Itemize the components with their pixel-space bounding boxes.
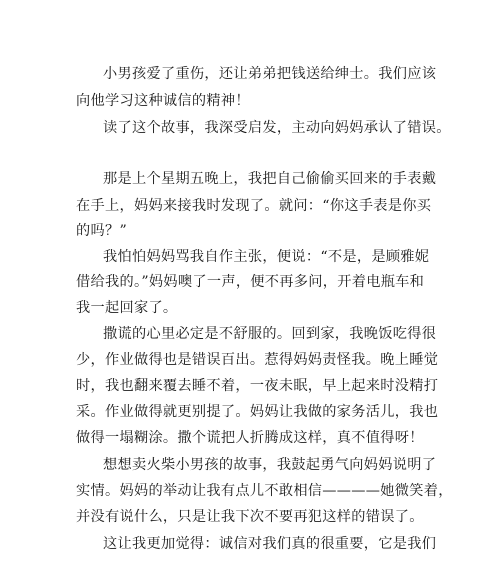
paragraph-line: 向他学习这种诚信的精神！	[76, 93, 250, 109]
paragraph-line: 小男孩爱了重伤，还让弟弟把钱送给绅士。我们应该	[103, 66, 437, 82]
paragraph-line: 少，作业做得也是错误百出。惹得妈妈责怪我。晚上睡觉	[76, 352, 439, 368]
paragraph-line: 在手上，妈妈来接我时发现了。就问：“你这手表是你买	[76, 198, 432, 214]
paragraph-line: 并没有说什么，只是让我下次不要再犯这样的错误了。	[76, 509, 424, 525]
paragraph-line: 做得一塌糊涂。撒个谎把人折腾成这样，真不值得呀！	[76, 430, 424, 446]
paragraph-line: 那是上个星期五晚上，我把自己偷偷买回来的手表戴	[103, 171, 437, 187]
paragraph-line: 读了这个故事，我深受启发，主动向妈妈承认了错误。	[103, 120, 451, 136]
paragraph-line: 的吗？”	[76, 223, 128, 239]
paragraph-line: 想想卖火柴小男孩的故事，我鼓起勇气向妈妈说明了	[103, 457, 437, 473]
paragraph-line: 实情。妈妈的举动让我有点儿不敢相信————她微笑着，	[76, 483, 453, 499]
paragraph-line: 我怕怕妈妈骂我自作主张，便说：“不是，是顾雅妮	[103, 249, 430, 265]
paragraph-line: 采。作业做得就更别提了。妈妈让我做的家务活儿，我也	[76, 404, 439, 420]
paragraph-line: 撒谎的心里必定是不舒服的。回到家，我晚饭吃得很	[103, 326, 437, 342]
paragraph-line: 借给我的。”妈妈噢了一声，便不再多问，开着电瓶车和	[76, 274, 425, 290]
paragraph-line: 时，我也翻来覆去睡不着，一夜未眠，早上起来时没精打	[76, 378, 439, 394]
paragraph-line: 我一起回家了。	[76, 300, 178, 316]
paragraph-line: 这让我更加觉得：诚信对我们真的很重要，它是我们	[103, 536, 437, 552]
